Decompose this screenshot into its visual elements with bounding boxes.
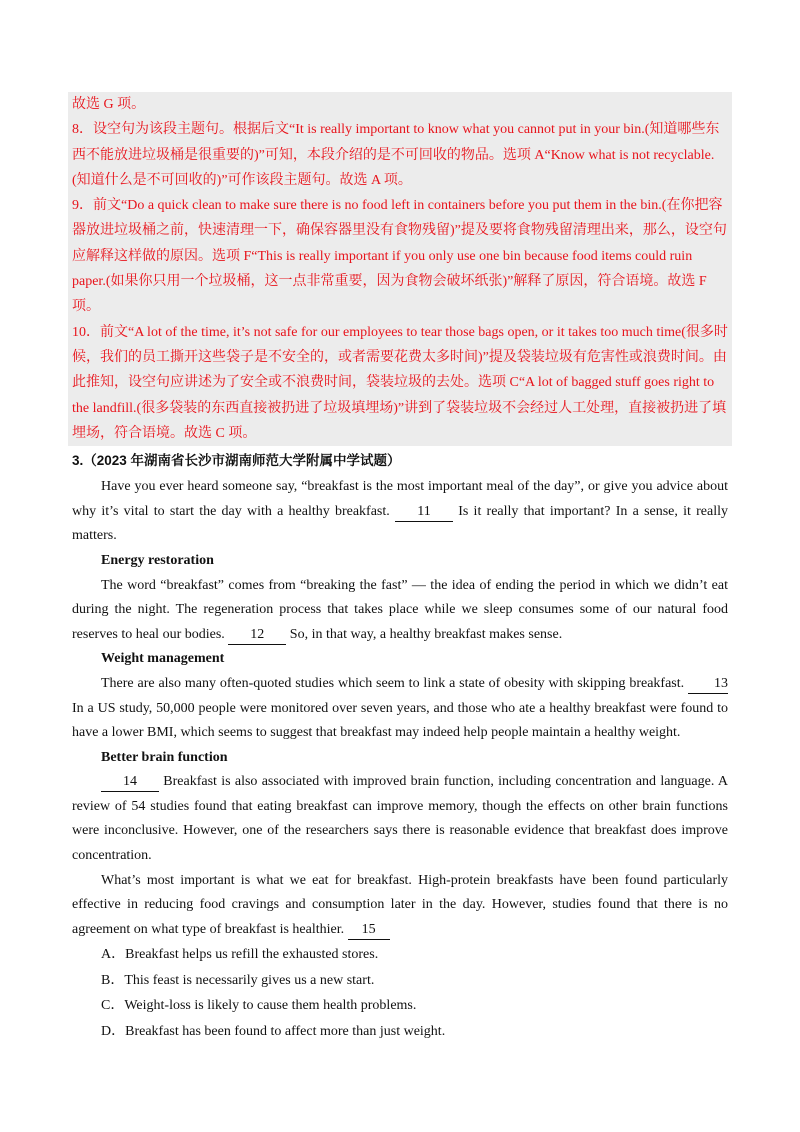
document-page bbox=[72, 92, 728, 1044]
closing-paragraph: What’s most important is what we eat for breakfast. High-protein breakfasts have been found particularly effective in reducing food cravings and consumption later in the day. However, studies found that there is no agreement on what type of breakfast is healthier. 15 bbox=[72, 869, 728, 943]
blank-11: 11 bbox=[395, 503, 453, 522]
blank-15: 15 bbox=[348, 921, 390, 940]
blank-13: 13 bbox=[688, 675, 728, 694]
brain-paragraph: 14 Breakfast is also associated with improved brain function, including concentration and language. A review of 54 studies found that eating breakfast can improve memory, though the effects on other brain functions were inconclusive. However, one of the researchers says there is reasonable evidence that breakfast does improve concentration. bbox=[72, 774, 728, 864]
subheading-brain-function: Better brain function bbox=[101, 749, 228, 765]
energy-paragraph: The word “breakfast” comes from “breaking the fast” — the idea of ending the period in which we didn’t eat during the night. The regeneration process that takes place while we sleep consumes some of our natural food reserves to heal our bodies. 12 So, in that way, a healthy breakfast makes sense. bbox=[72, 574, 728, 648]
answer-explanation-box bbox=[68, 92, 732, 446]
subheading-weight-management: Weight management bbox=[101, 651, 225, 667]
option-b: B．This feast is necessarily gives us a new start. bbox=[101, 972, 375, 988]
answer-explanation-10: 10．前文“A lot of the time, it’s not safe for our employees to tear those bags open, or it takes too much time(很多时候，我们的员工撕开这些袋子是不安全的，或者需要花费太多时间)”提及袋装垃圾有危害性或浪费时间。由此推知，设空句应讲述为了安全或不浪费时间，袋装垃圾的去处。选项 C“A lot of bagged stuff goes right to the landfill.(很多袋装的东西直接被扔进了垃圾填埋场)”讲到了袋装垃圾不会经过人工处理，直接被扔进了填埋场，符合语境。故选 C 项。 bbox=[72, 324, 728, 441]
question-heading: 3.（2023 年湖南省长沙市湖南师范大学附属中学试题） bbox=[72, 453, 401, 469]
option-d: D．Breakfast has been found to affect more than just weight. bbox=[101, 1023, 446, 1039]
weight-paragraph: There are also many often-quoted studies which seem to link a state of obesity with skipping breakfast. 13 In a US study, 50,000 people were monitored over seven years, and those who ate a healthy breakfast were found to have a lower BMI, which seems to suggest that breakfast may indeed help people maintain a healthy weight. bbox=[72, 675, 728, 741]
option-a: A．Breakfast helps us refill the exhausted stores. bbox=[101, 947, 379, 963]
option-c: C．Weight-loss is likely to cause them health problems. bbox=[101, 998, 417, 1014]
answer-line-7: 故选 G 项。 bbox=[72, 97, 146, 112]
answer-explanation-9: 9．前文“Do a quick clean to make sure there is no food left in containers before you put them in the bin.(在你把容器放进垃圾桶之前，快速清理一下，确保容器里没有食物残留)”提及要将食物残留清理出来，那么，设空句应解释这样做的原因。选项 F“This is really important if you only use one bin because food items could ruin paper.(如果你只用一个垃圾桶，这一点非常重要，因为食物会破坏纸张)”解释了原因，符合语境。故选 F 项。 bbox=[72, 198, 727, 315]
blank-12: 12 bbox=[228, 626, 286, 645]
blank-14: 14 bbox=[101, 773, 159, 792]
subheading-energy-restoration: Energy restoration bbox=[101, 552, 214, 568]
answer-explanation-8: 8．设空句为该段主题句。根据后文“It is really important to know what you cannot put in your bin.(知道哪些东西不能放进垃圾桶是很重要的)”可知，本段介绍的是不可回收的物品。选项 A“Know what is not recyclable.(知道什么是不可回收的)”可作该段主题句。故选 A 项。 bbox=[72, 122, 720, 188]
answer-options bbox=[72, 942, 728, 1044]
intro-paragraph: Have you ever heard someone say, “breakfast is the most important meal of the day”, or give you advice about why it’s vital to start the day with a healthy breakfast. 11 Is it really that important? In a sense, it really matters. bbox=[72, 479, 728, 544]
